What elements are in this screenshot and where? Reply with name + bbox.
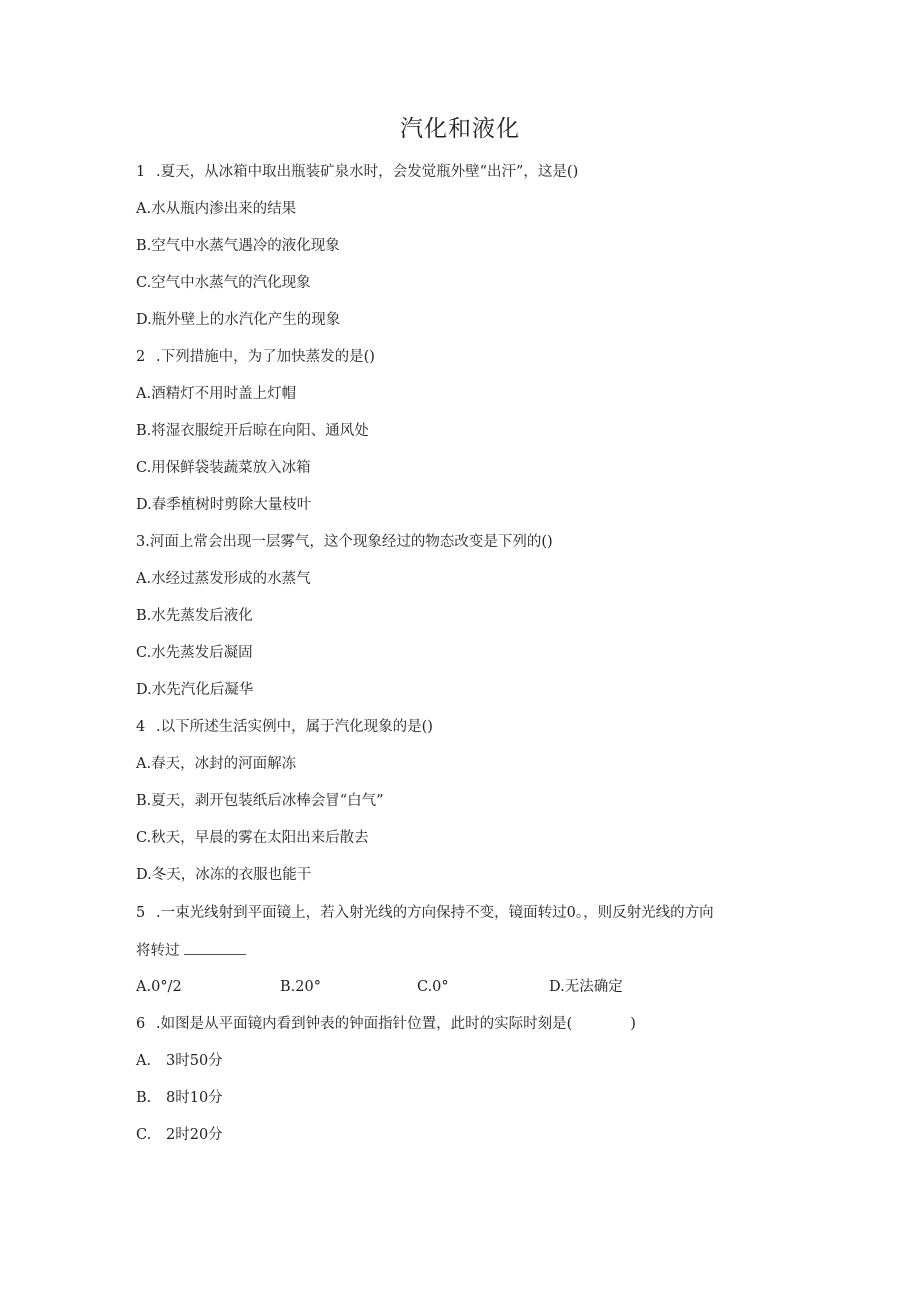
- question-text: 将转过: [136, 943, 180, 959]
- question-5-option-a: A.0°/2: [136, 979, 182, 995]
- question-5-option-b: B.20°: [280, 979, 321, 995]
- question-number: 1: [136, 164, 146, 180]
- question-3-option-a: A.水经过蒸发形成的水蒸气: [136, 571, 311, 587]
- question-text: .夏天，从冰箱中取出瓶装矿泉水时，会发觉瓶外壁“出汗”，这是(): [156, 164, 579, 180]
- question-text: .下列措施中，为了加快蒸发的是(): [156, 349, 375, 365]
- question-6-stem: [136, 1014, 636, 1034]
- question-3-option-d: D.水先汽化后凝华: [136, 682, 254, 698]
- option-label: A.: [136, 1053, 152, 1069]
- option-label: B.: [136, 1090, 152, 1106]
- option-text: 3时50分: [166, 1053, 223, 1069]
- page-title: 汽化和液化: [400, 116, 520, 142]
- question-4-stem: [136, 717, 433, 737]
- question-4-option-d: D.冬天，冰冻的衣服也能干: [136, 867, 312, 883]
- question-2-option-c: C.用保鲜袋装蔬菜放入冰箱: [136, 460, 311, 476]
- question-1-option-d: D.瓶外壁上的水汽化产生的现象: [136, 312, 341, 328]
- question-6-option-a: [136, 1051, 223, 1071]
- option-text: 2时20分: [166, 1127, 223, 1143]
- question-1-option-b: B.空气中水蒸气遇冷的液化现象: [136, 238, 340, 254]
- question-number: 2: [136, 349, 146, 365]
- question-6-option-c: [136, 1125, 223, 1145]
- question-2-option-d: D.春季植树时剪除大量枝叶: [136, 497, 312, 513]
- option-text: 8时10分: [166, 1090, 223, 1106]
- question-1-option-a: A.水从瓶内渗出来的结果: [136, 201, 297, 217]
- question-text: .以下所述生活实例中，属于汽化现象的是(): [156, 719, 433, 735]
- question-5-stem: [136, 903, 714, 923]
- question-text: .一束光线射到平面镜上，若入射光线的方向保持不变，镜面转过0。，则反射光线的方向: [156, 905, 714, 921]
- question-1-stem: [136, 162, 578, 182]
- question-4-option-c: C.秋天，早晨的雾在太阳出来后散去: [136, 830, 369, 846]
- question-5-option-d: D.无法确定: [549, 979, 623, 995]
- question-1-option-c: C.空气中水蒸气的汽化现象: [136, 275, 311, 291]
- question-2-option-a: A.酒精灯不用时盖上灯帽: [136, 386, 297, 402]
- question-number: 6: [136, 1016, 146, 1032]
- question-4-option-a: A.春天，冰封的河面解冻: [136, 756, 297, 772]
- question-3-stem: 3.河面上常会出现一层雾气，这个现象经过的物态改变是下列的(): [136, 534, 553, 550]
- question-text: .如图是从平面镜内看到钟表的钟面指针位置，此时的实际时刻是(: [156, 1016, 573, 1032]
- question-number: 5: [136, 905, 146, 921]
- question-5-option-c: C.0°: [417, 979, 449, 995]
- answer-blank: [184, 940, 246, 955]
- question-3-option-b: B.水先蒸发后液化: [136, 608, 253, 624]
- question-4-option-b: B.夏天，剥开包装纸后冰棒会冒“白气”: [136, 793, 384, 809]
- question-3-option-c: C.水先蒸发后凝固: [136, 645, 253, 661]
- question-6-option-b: [136, 1088, 223, 1108]
- question-paren-close: ): [630, 1016, 636, 1032]
- question-2-stem: [136, 347, 375, 367]
- question-number: 4: [136, 719, 146, 735]
- option-label: C.: [136, 1127, 152, 1143]
- question-5-stem-continued: [136, 940, 246, 961]
- question-2-option-b: B.将湿衣服绽开后晾在向阳、通风处: [136, 423, 369, 439]
